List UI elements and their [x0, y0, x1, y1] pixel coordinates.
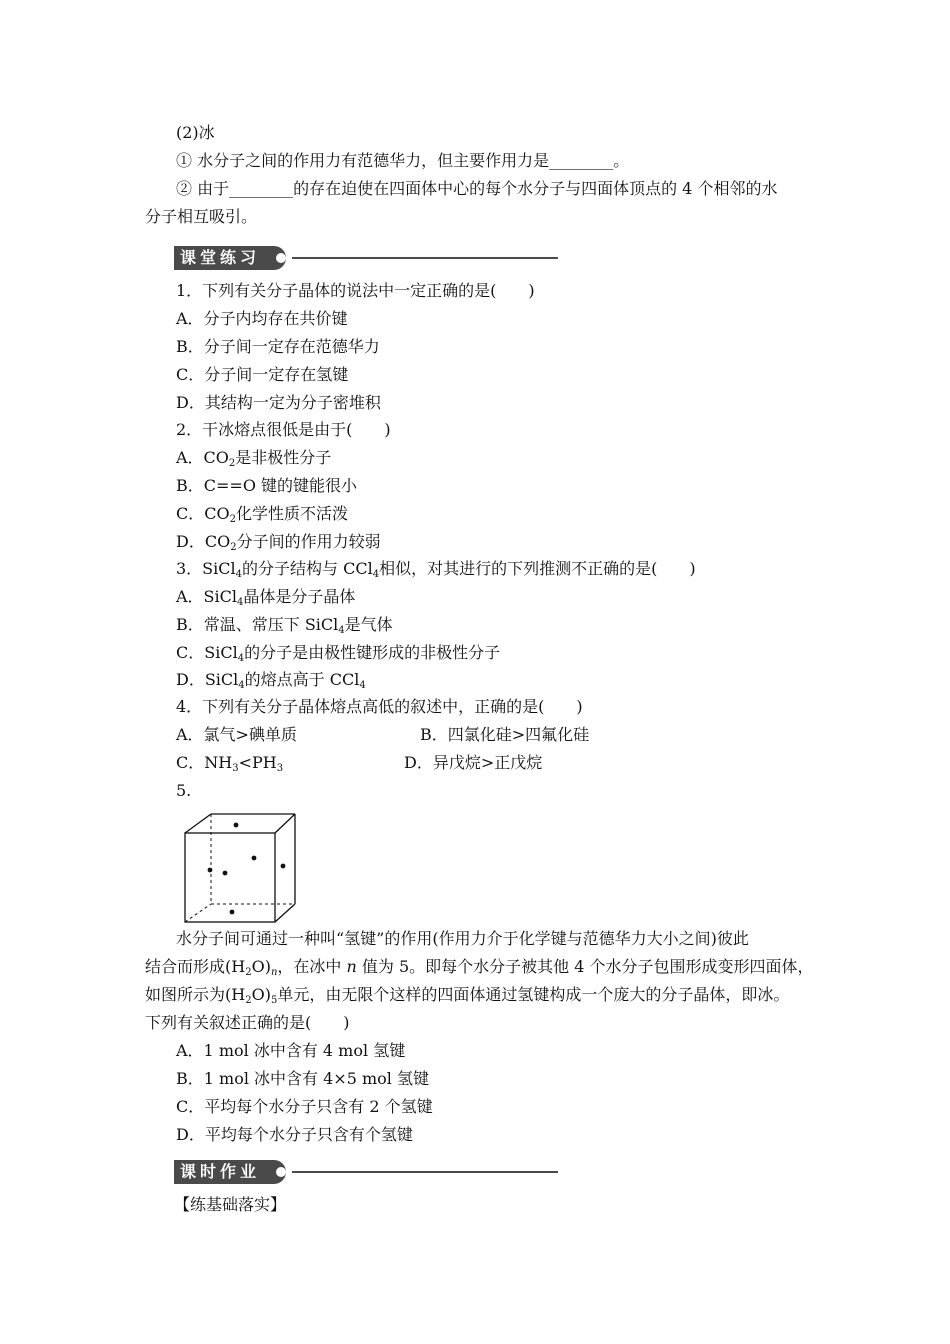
- variable: n: [346, 957, 357, 976]
- q2-option-d: [176, 532, 381, 558]
- q3-option-b: [176, 615, 393, 641]
- q1-option-b: B．分子间一定存在范德华力: [176, 337, 380, 356]
- ice-point-2-line-1: ② 由于________的存在迫使在四面体中心的每个水分子与四面体顶点的 4 个相邻的水: [176, 179, 778, 198]
- banner-rule: [292, 1171, 558, 1173]
- text: 相似，对其进行的下列推测不正确的是( ): [379, 559, 696, 578]
- subscript: 4: [372, 569, 380, 580]
- text: B．常温、常压下 SiCl: [176, 615, 339, 634]
- text: A．CO: [176, 448, 229, 467]
- molecule-dot: [230, 910, 235, 915]
- subscript: 2: [245, 967, 252, 978]
- text: 结合而形成(H: [145, 957, 246, 976]
- text: 晶体是分子晶体: [243, 587, 356, 606]
- q2-option-b: B．C==O 键的键能很小: [176, 476, 358, 495]
- text: 的熔点高于 CCl: [244, 670, 360, 689]
- subscript: 2: [228, 458, 236, 469]
- q4-option-b: B．四氯化硅>四氟化硅: [420, 725, 590, 744]
- subscript: n: [270, 967, 278, 978]
- cube-edges: [185, 814, 295, 922]
- q5-option-a: A．1 mol 冰中含有 4 mol 氢键: [176, 1041, 406, 1060]
- molecule-dot: [208, 868, 213, 873]
- text: 是非极性分子: [235, 448, 332, 467]
- ice-point-1: ① 水分子之间的作用力有范德华力，但主要作用力是________。: [176, 151, 630, 170]
- q3-stem: [176, 559, 696, 585]
- subscript: 3: [276, 763, 284, 774]
- cube-edge: [275, 814, 295, 833]
- q3-option-d: [176, 670, 366, 696]
- subscript: 4: [237, 597, 244, 608]
- text: ，在冰中: [277, 957, 347, 976]
- molecule-dot: [281, 864, 286, 869]
- q5-paragraph-line-4: 下列有关叙述正确的是( ): [145, 1013, 350, 1032]
- section-banner-classroom-practice: [174, 246, 558, 270]
- text: O): [251, 957, 271, 976]
- q4-option-c: [176, 753, 283, 779]
- text: 值为 5。即每个水分子被其他 4 个水分子包围形成变形四面体，: [356, 957, 814, 976]
- molecule-dot: [234, 823, 239, 828]
- text: C．SiCl: [176, 643, 238, 662]
- molecule-dot: [223, 871, 228, 876]
- q5-option-d: D．平均每个水分子只含有个氢键: [176, 1125, 413, 1144]
- q5-option-b: B．1 mol 冰中含有 4×5 mol 氢键: [176, 1069, 429, 1088]
- q5-paragraph-line-1: 水分子间可通过一种叫“氢键”的作用(作用力介于化学键与范德华力大小之间)彼此: [176, 929, 749, 948]
- subscript: 4: [338, 625, 345, 636]
- q5-option-c: C．平均每个水分子只含有 2 个氢键: [176, 1097, 433, 1116]
- cube-edge: [275, 904, 295, 922]
- text: D．SiCl: [176, 670, 239, 689]
- text: 3．SiCl: [176, 559, 236, 578]
- q2-stem: 2．干冰熔点很低是由于( ): [176, 420, 391, 439]
- section-title: 课时作业: [174, 1160, 286, 1184]
- banner-dot: [276, 1167, 286, 1177]
- q2-option-c: [176, 504, 348, 530]
- text: 如图所示为(H: [145, 985, 246, 1004]
- subscript: 5: [270, 995, 278, 1006]
- ice-point-2-line-2: 分子相互吸引。: [145, 207, 258, 226]
- cube-hidden-edge: [185, 904, 211, 922]
- text: 是气体: [344, 615, 393, 634]
- subscript: 2: [229, 514, 236, 525]
- subscript: 3: [232, 763, 239, 774]
- q3-option-a: [176, 587, 355, 613]
- section-title: 课堂练习: [174, 246, 286, 270]
- q3-option-c: [176, 643, 500, 669]
- q2-option-a: [176, 448, 331, 474]
- q1-option-c: C．分子间一定存在氢键: [176, 365, 349, 384]
- text: D．CO: [176, 532, 231, 551]
- q1-option-a: A．分子内均存在共价键: [176, 309, 348, 328]
- q4-option-a: A．氯气>碘单质: [176, 725, 297, 744]
- text: <PH: [238, 753, 277, 772]
- cube-figure: [178, 810, 300, 928]
- q4-option-d: D．异戊烷>正戊烷: [404, 753, 543, 772]
- text: 分子间的作用力较弱: [236, 532, 381, 551]
- subscript: 2: [230, 542, 237, 553]
- q1-stem: 1．下列有关分子晶体的说法中一定正确的是( ): [176, 281, 535, 300]
- text: C．NH: [176, 753, 233, 772]
- ice-heading: (2)冰: [176, 123, 215, 142]
- text: C．CO: [176, 504, 230, 523]
- subscript: 4: [238, 680, 245, 691]
- text: 化学性质不活泼: [235, 504, 348, 523]
- q1-option-d: D．其结构一定为分子密堆积: [176, 393, 381, 412]
- subscript: 4: [235, 569, 242, 580]
- cube-front-face: [185, 833, 275, 922]
- text: 单元，由无限个这样的四面体通过氢键构成一个庞大的分子晶体，即冰。: [277, 985, 790, 1004]
- q5-paragraph-line-2: [145, 957, 814, 983]
- water-molecule-dots: [208, 823, 286, 915]
- subscript: 4: [237, 653, 245, 664]
- banner-dot: [276, 253, 286, 263]
- section-banner-homework: [174, 1160, 558, 1184]
- cube-edge: [185, 814, 211, 833]
- molecule-dot: [252, 856, 257, 861]
- text: 的分子是由极性键形成的非极性分子: [244, 643, 501, 662]
- q4-stem: 4．下列有关分子晶体熔点高低的叙述中，正确的是( ): [176, 697, 583, 716]
- banner-rule: [292, 257, 558, 259]
- subscript: 2: [245, 995, 252, 1006]
- subsection-label: 【练基础落实】: [174, 1195, 287, 1214]
- text: 的分子结构与 CCl: [242, 559, 373, 578]
- text: O): [251, 985, 271, 1004]
- text: A．SiCl: [176, 587, 237, 606]
- subscript: 4: [359, 680, 366, 691]
- q5-number: 5.: [176, 781, 192, 800]
- q5-paragraph-line-3: [145, 985, 789, 1011]
